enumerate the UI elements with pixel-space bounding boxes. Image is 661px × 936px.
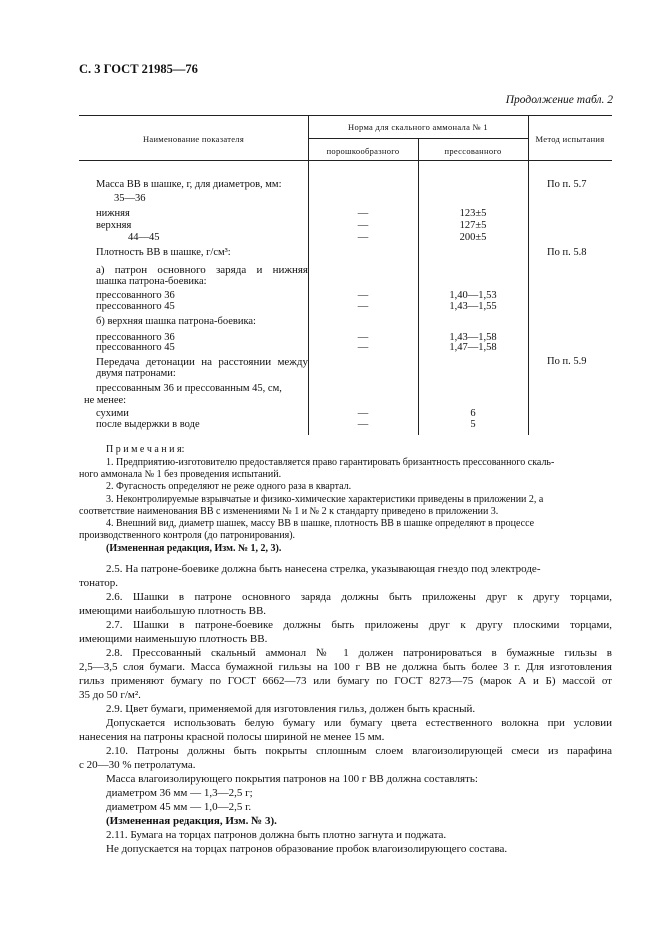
row-name: прессованного 36 bbox=[96, 332, 175, 343]
row-powder-value: — bbox=[357, 301, 369, 312]
col-divider-1 bbox=[308, 115, 309, 435]
row-powder-value: — bbox=[357, 208, 369, 219]
col-header-pressed: прессованного bbox=[444, 146, 502, 156]
row-name: Передача детонации на расстоянии между bbox=[96, 356, 308, 368]
body-line: Допускается использовать белую бумагу или бумагу цвета естественного волокна при условии bbox=[106, 717, 612, 729]
row-name: 35—36 bbox=[114, 193, 146, 204]
col-header-powder: порошкообразного bbox=[326, 146, 400, 156]
body-line: 2.6. Шашки в патроне основного заряда должны быть приложены друг к другу торцами, bbox=[106, 591, 612, 603]
page-header: С. 3 ГОСТ 21985—76 bbox=[79, 62, 198, 76]
row-name: 44—45 bbox=[128, 232, 160, 243]
row-name: прессованным 36 и прессованным 45, см, bbox=[96, 383, 282, 394]
notes-title: П р и м е ч а н и я: bbox=[106, 444, 185, 455]
row-name: прессованного 36 bbox=[96, 290, 175, 301]
row-powder-value: — bbox=[357, 419, 369, 430]
note-line: 2. Фугасность определяют не реже одного раза в квартал. bbox=[106, 481, 352, 492]
note-line: соответствие наименования ВВ с изменениями № 1 и № 2 к стандарту приведено в приложении 3. bbox=[79, 506, 499, 517]
table-header-bottom-rule bbox=[79, 160, 612, 161]
body-line: 2.9. Цвет бумаги, применяемой для изготовления гильз, должен быть красный. bbox=[106, 703, 476, 715]
row-name: нижняя bbox=[96, 208, 130, 219]
row-method: По п. 5.8 bbox=[547, 247, 587, 258]
row-name: двумя патронами: bbox=[96, 368, 176, 379]
row-pressed-value: 1,43—1,55 bbox=[449, 301, 497, 312]
row-pressed-value: 1,40—1,53 bbox=[449, 290, 497, 301]
row-pressed-value: 200±5 bbox=[459, 232, 487, 243]
body-line: 35 до 50 г/м². bbox=[79, 689, 141, 701]
body-line: 2.8. Прессованный скальный аммонал № 1 должен патронироваться в бумажные гильзы в bbox=[106, 647, 612, 659]
row-powder-value: — bbox=[357, 332, 369, 343]
body-line: имеющими наименьшую плотность ВВ. bbox=[79, 633, 268, 645]
body-amendment: (Измененная редакция, Изм. № 3). bbox=[106, 815, 277, 827]
table-top-rule bbox=[79, 115, 612, 116]
body-line: диаметром 36 мм — 1,3—2,5 г; bbox=[106, 787, 253, 799]
col-divider-2 bbox=[418, 138, 419, 435]
row-name: Масса ВВ в шашке, г, для диаметров, мм: bbox=[96, 179, 282, 190]
body-line: 2,5—3,5 слоя бумаги. Масса бумажной гильзы на 100 г ВВ не должна быть более 3 г. Для изготовления bbox=[79, 661, 612, 673]
row-name: б) верхняя шашка патрона-боевика: bbox=[96, 316, 256, 327]
body-line: гильз применяют бумагу по ГОСТ 6662—73 или бумагу по ГОСТ 8273—75 (марок А и Б) массой от bbox=[79, 675, 612, 687]
body-line: нанесения на патроны красной полосы шириной не менее 15 мм. bbox=[79, 731, 385, 743]
row-pressed-value: 5 bbox=[470, 419, 476, 430]
body-line: Масса влагоизолирующего покрытия патронов на 100 г ВВ должна составлять: bbox=[106, 773, 478, 785]
note-line: производственного контроля (до патронирования). bbox=[79, 530, 296, 541]
note-line: 3. Неконтролируемые взрывчатые и физико-химические характеристики приведены в приложении 2, а bbox=[106, 494, 544, 505]
body-line: диаметром 45 мм — 1,0—2,5 г. bbox=[106, 801, 252, 813]
note-line: ного аммонала № 1 без проведения испытаний. bbox=[79, 469, 282, 480]
row-powder-value: — bbox=[357, 290, 369, 301]
body-line: Не допускается на торцах патронов образование пробок влагоизолирующего состава. bbox=[106, 843, 508, 855]
body-line: тонатор. bbox=[79, 577, 119, 589]
row-pressed-value: 1,43—1,58 bbox=[449, 332, 497, 343]
body-line: 2.5. На патроне-боевике должна быть нанесена стрелка, указывающая гнездо под электроде- bbox=[106, 563, 541, 575]
row-powder-value: — bbox=[357, 232, 369, 243]
row-name: прессованного 45 bbox=[96, 342, 175, 353]
table-continuation-label: Продолжение табл. 2 bbox=[505, 94, 613, 106]
row-powder-value: — bbox=[357, 220, 369, 231]
row-name: сухими bbox=[96, 408, 129, 419]
row-pressed-value: 1,47—1,58 bbox=[449, 342, 497, 353]
col-header-norm: Норма для скального аммонала № 1 bbox=[348, 122, 488, 132]
note-line: 1. Предприятию-изготовителю предоставляется право гарантировать бризантность прессованного скаль- bbox=[106, 457, 555, 468]
col-header-method: Метод испытания bbox=[535, 134, 605, 144]
row-powder-value: — bbox=[357, 342, 369, 353]
row-name: прессованного 45 bbox=[96, 301, 175, 312]
col-divider-3 bbox=[528, 115, 529, 435]
row-name: не менее: bbox=[84, 395, 127, 406]
body-line: 2.7. Шашки в патроне-боевике должны быть приложены друг к другу плоскими торцами, bbox=[106, 619, 612, 631]
row-pressed-value: 6 bbox=[470, 408, 476, 419]
note-line: 4. Внешний вид, диаметр шашек, массу ВВ в шашке, плотность ВВ в шашке определяют в процессе bbox=[106, 518, 535, 529]
body-line: имеющими наибольшую плотность ВВ. bbox=[79, 605, 267, 617]
col-header-indicator: Наименование показателя bbox=[142, 134, 245, 144]
row-pressed-value: 123±5 bbox=[459, 208, 487, 219]
row-pressed-value: 127±5 bbox=[459, 220, 487, 231]
body-line: 2.11. Бумага на торцах патронов должна быть плотно загнута и поджата. bbox=[106, 829, 447, 841]
row-name: а) патрон основного заряда и нижняя bbox=[96, 264, 308, 276]
row-name: шашка патрона-боевика: bbox=[96, 276, 207, 287]
row-method: По п. 5.9 bbox=[547, 356, 587, 367]
notes-amendment: (Измененная редакция, Изм. № 1, 2, 3). bbox=[106, 543, 282, 554]
row-powder-value: — bbox=[357, 408, 369, 419]
row-name: верхняя bbox=[96, 220, 132, 231]
row-method: По п. 5.7 bbox=[547, 179, 587, 190]
body-line: 2.10. Патроны должны быть покрыты сплошным слоем влагоизолирующей смеси из парафина bbox=[106, 745, 612, 757]
row-name: после выдержки в воде bbox=[96, 419, 200, 430]
body-line: с 20—30 % петролатума. bbox=[79, 759, 196, 771]
row-name: Плотность ВВ в шашке, г/см³: bbox=[96, 247, 231, 258]
